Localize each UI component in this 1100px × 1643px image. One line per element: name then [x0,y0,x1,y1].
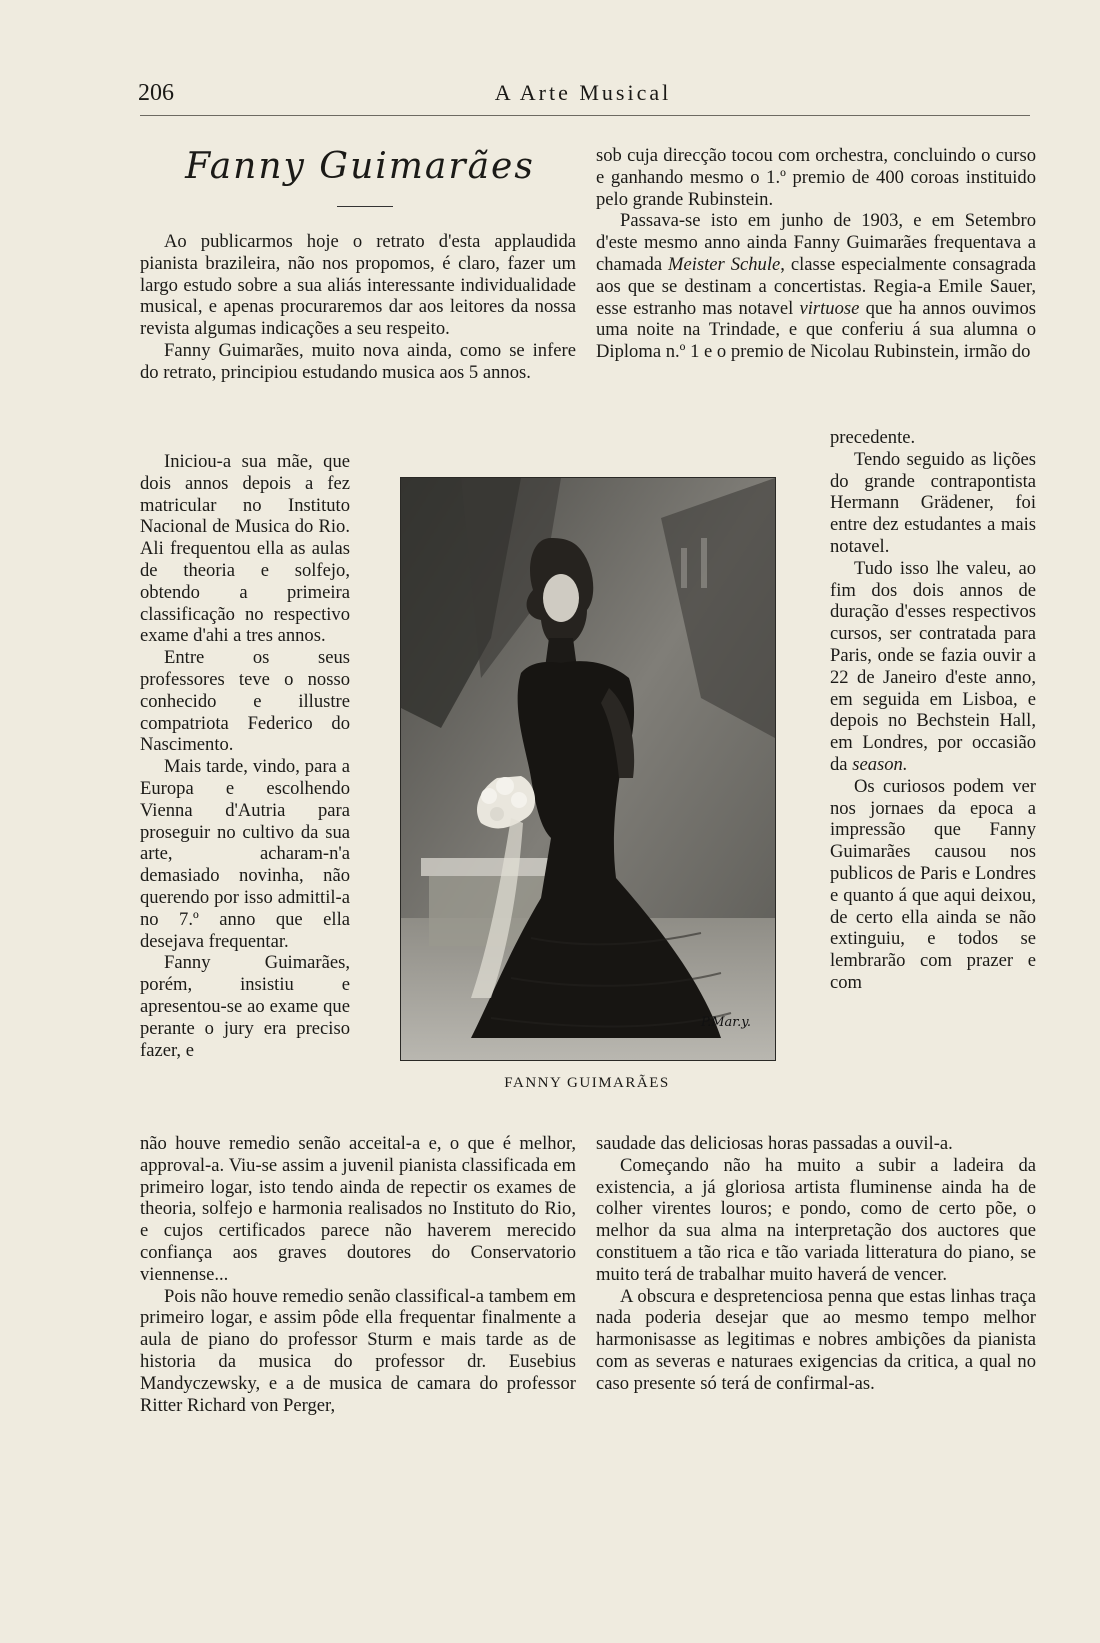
right-column-narrow [830,427,1036,994]
paragraph: Pois não houve remedio senão classifical-a tambem em primeiro logar, e assim pôde ella frequentar finalmente a aula de piano do professor Sturm e mais tarde as de historia da musica do professor dr. Eusebius Mandyczewsky, e a de musica de camara do professor Ritter Richard von Perger, [140,1285,576,1416]
page-number: 206 [138,80,174,106]
portrait-illustration [401,478,775,1060]
paragraph: sob cuja direcção tocou com orchestra, concluindo o curso e ganhando mesmo o 1.º premio de 400 coroas instituido pelo grande Rubinstein. [596,145,1036,210]
paragraph: saudade das deliciosas horas passadas a ouvil-a. [596,1133,953,1154]
paragraph [596,210,1036,363]
italic-term: Meister Schule [668,253,781,275]
paragraph: Os curiosos podem ver nos jornaes da epoca a impressão que Fanny Guimarães causou nos publicos de Paris e Londres e quanto á que aqui deixou, de certo ella ainda se não extinguiu, e todos se lembrarão com prazer e com [830,775,1036,993]
italic-term: season. [852,753,908,775]
page-header [138,80,1028,114]
paragraph [830,558,1036,776]
paragraph: Tendo seguido as lições do grande contrapontista Hermann Grädener, foi entre dez estudantes a mais notavel. [830,448,1036,557]
paragraph: precedente. [830,427,916,448]
text-run: Passava-se isto em junho de 1903, e em Setembro d'este mesmo anno ainda Fanny Guimarães frequentava a chamada [596,210,1036,275]
text-run: que ha annos ouvimos uma noite na Trindade, e que conferiu á sua alumna o Diploma n.º 1 e o premio de Nicolau Rubinstein, irmão do [596,297,1036,363]
article-title: Fanny Guimarães [185,146,535,187]
paragraph: Fanny Guimarães, porém, insistiu e apresentou-se ao exame que perante o jury era preciso fazer, e [140,952,350,1061]
text-run: Tudo isso lhe valeu, ao fim dos dois annos de duração d'esses respectivos cursos, ser contratada para Paris, onde se fazia ouvir a 22 de Janeiro d'este anno, em seguida em Lisboa, e depois no Bechstein Hall, em Londres, por occasião da [830,557,1036,775]
left-column-top [140,231,576,384]
paragraph: A obscura e despretenciosa penna que estas linhas traça nada poderia desejar que ao mesmo tempo melhor harmonisasse as legitimas e nobres ambições da pianista com as severas e naturaes exigencias da critica, a qual no caso presente só terá de confirmal-as. [596,1285,1036,1394]
paragraph: Começando não ha muito a subir a ladeira da existencia, a já gloriosa artista fluminense ainda ha de colher virentes louros; e pondo, como de certo põe, o melhor da sua alma na interpretação dos auctores que constituem a tão rica e tão variada litteratura do piano, se muito terá de trabalhar muito haverá de vencer. [596,1154,1036,1285]
photographer-signature: P.Mar.y. [701,1015,751,1030]
paragraph: não houve remedio senão acceital-a e, o que é melhor, approval-a. Viu-se assim a juvenil pianista classificada em primeiro logar, isto tendo ainda de repectir os exames de theoria, solfejo e harmonia realisados no Instituto do Rio, e cujos certificados parece não haverem merecido confiança aos graves doutores do Conservatorio viennense... [140,1133,576,1285]
paragraph: Entre os seus professores teve o nosso conhecido e illustre compatriota Federico do Nascimento. [140,647,350,756]
paragraph: Iniciou-a sua mãe, que dois annos depois a fez matricular no Instituto Nacional de Musica do Rio. Ali frequentou ella as aulas de theoria e solfejo, obtendo a primeira classificação no respectivo exame d'ahi a tres annos. [140,451,350,647]
paragraph: Mais tarde, vindo, para a Europa e escolhendo Vienna d'Autria para proseguir no cultivo da sua arte, acharam-n'a demasiado novinha, não querendo por isso admittil-a no 7.º anno que ella desejava frequentar. [140,756,350,952]
right-column-top [596,145,1036,363]
left-column-narrow [140,451,350,1061]
paragraph: Fanny Guimarães, muito nova ainda, como se infere do retrato, principiou estudando musica aos 5 annos. [140,339,576,383]
figure-caption: FANNY GUIMARÃES [504,1075,670,1091]
right-column-bottom [596,1133,1036,1395]
paragraph: Ao publicarmos hoje o retrato d'esta applaudida pianista brazileira, não nos propomos, é claro, fazer um largo estudo sobre a sua aliás interessante individualidade musical, e apenas procuraremos dar aos leitores da nossa revista algumas indicações a seu respeito. [140,231,576,340]
header-rule [140,115,1030,116]
running-title: A Arte Musical [494,80,672,105]
left-column-bottom [140,1133,576,1416]
portrait-photo [400,477,776,1061]
title-rule [337,206,393,207]
text-run: , classe especialmente consagrada aos que se destinam a concertistas. Regia-a Emile Sauer, esse estranho mas notavel [596,253,1036,319]
italic-term: virtuose [799,297,860,319]
